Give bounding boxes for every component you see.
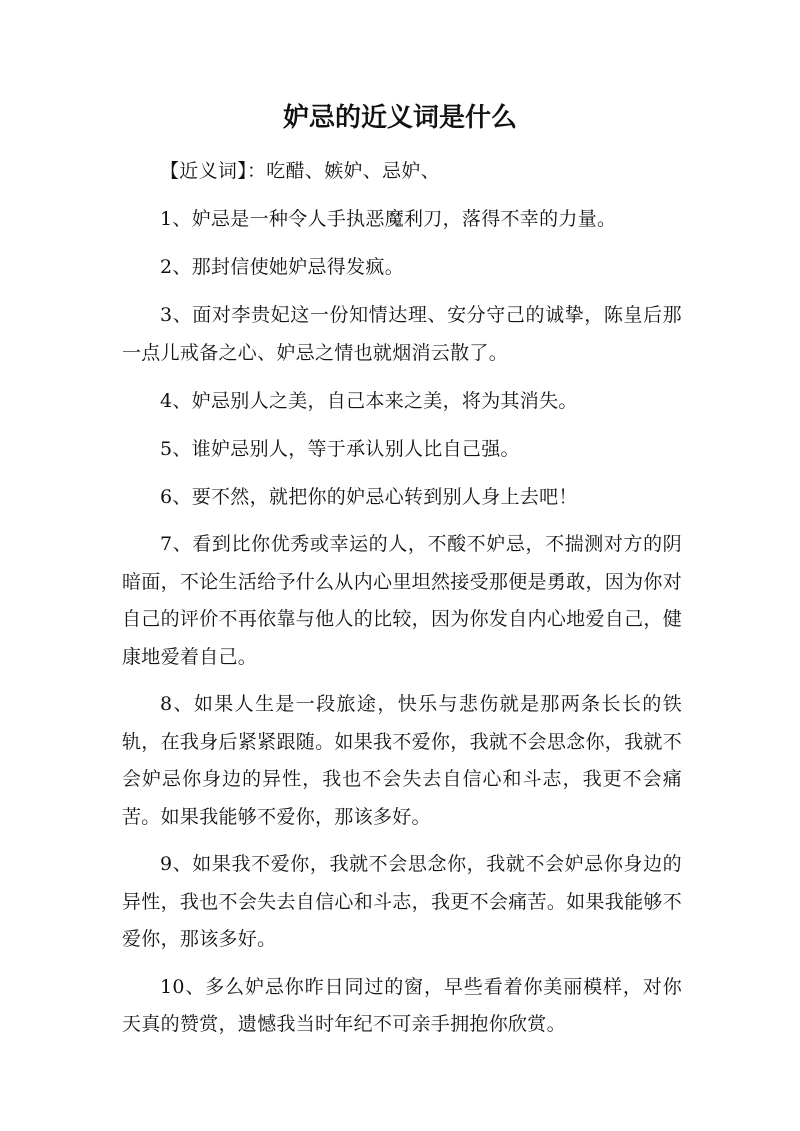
sentence-6: 6、要不然，就把你的妒忌心转到别人身上去吧！	[160, 486, 578, 508]
document-body	[122, 152, 682, 1054]
sentence-5: 5、谁妒忌别人，等于承认别人比自己强。	[160, 438, 520, 460]
sentence-8: 8、如果人生是一段旅途，快乐与悲伤就是那两条长长的铁轨，在我身后紧紧跟随。如果我不爱你，我就不会思念你，我就不会妒忌你身边的异性，我也不会失去自信心和斗志，我更不会痛苦。如果我能够不爱你，那该多好。	[122, 693, 682, 828]
sentence-10: 10、多么妒忌你昨日同过的窗，早些看着你美丽模样，对你天真的赞赏，遗憾我当时年纪不可亲手拥抱你欣赏。	[122, 975, 682, 1035]
document-title: 妒忌的近义词是什么	[282, 103, 517, 133]
sentence-7: 7、看到比你优秀或幸运的人，不酸不妒忌，不揣测对方的阴暗面，不论生活给予什么从内心里坦然接受那便是勇敢，因为你对自己的评价不再依靠与他人的比较，因为你发自内心地爱自己，健康地爱着自己。	[122, 533, 682, 668]
synonyms-line: 【近义词】：吃醋、嫉妒、忌妒、	[160, 160, 441, 182]
sentence-9: 9、如果我不爱你，我就不会思念你，我就不会妒忌你身边的异性，我也不会失去自信心和斗志，我更不会痛苦。如果我能够不爱你，那该多好。	[122, 853, 682, 950]
sentence-2: 2、那封信使她妒忌得发疯。	[160, 256, 404, 278]
sentence-1: 1、妒忌是一种令人手执恶魔利刀，落得不幸的力量。	[160, 208, 617, 230]
sentence-3: 3、面对李贵妃这一份知情达理、安分守己的诚挚，陈皇后那一点儿戒备之心、妒忌之情也就烟消云散了。	[122, 304, 682, 364]
sentence-4: 4、妒忌别人之美，自己本来之美，将为其消失。	[160, 390, 578, 412]
